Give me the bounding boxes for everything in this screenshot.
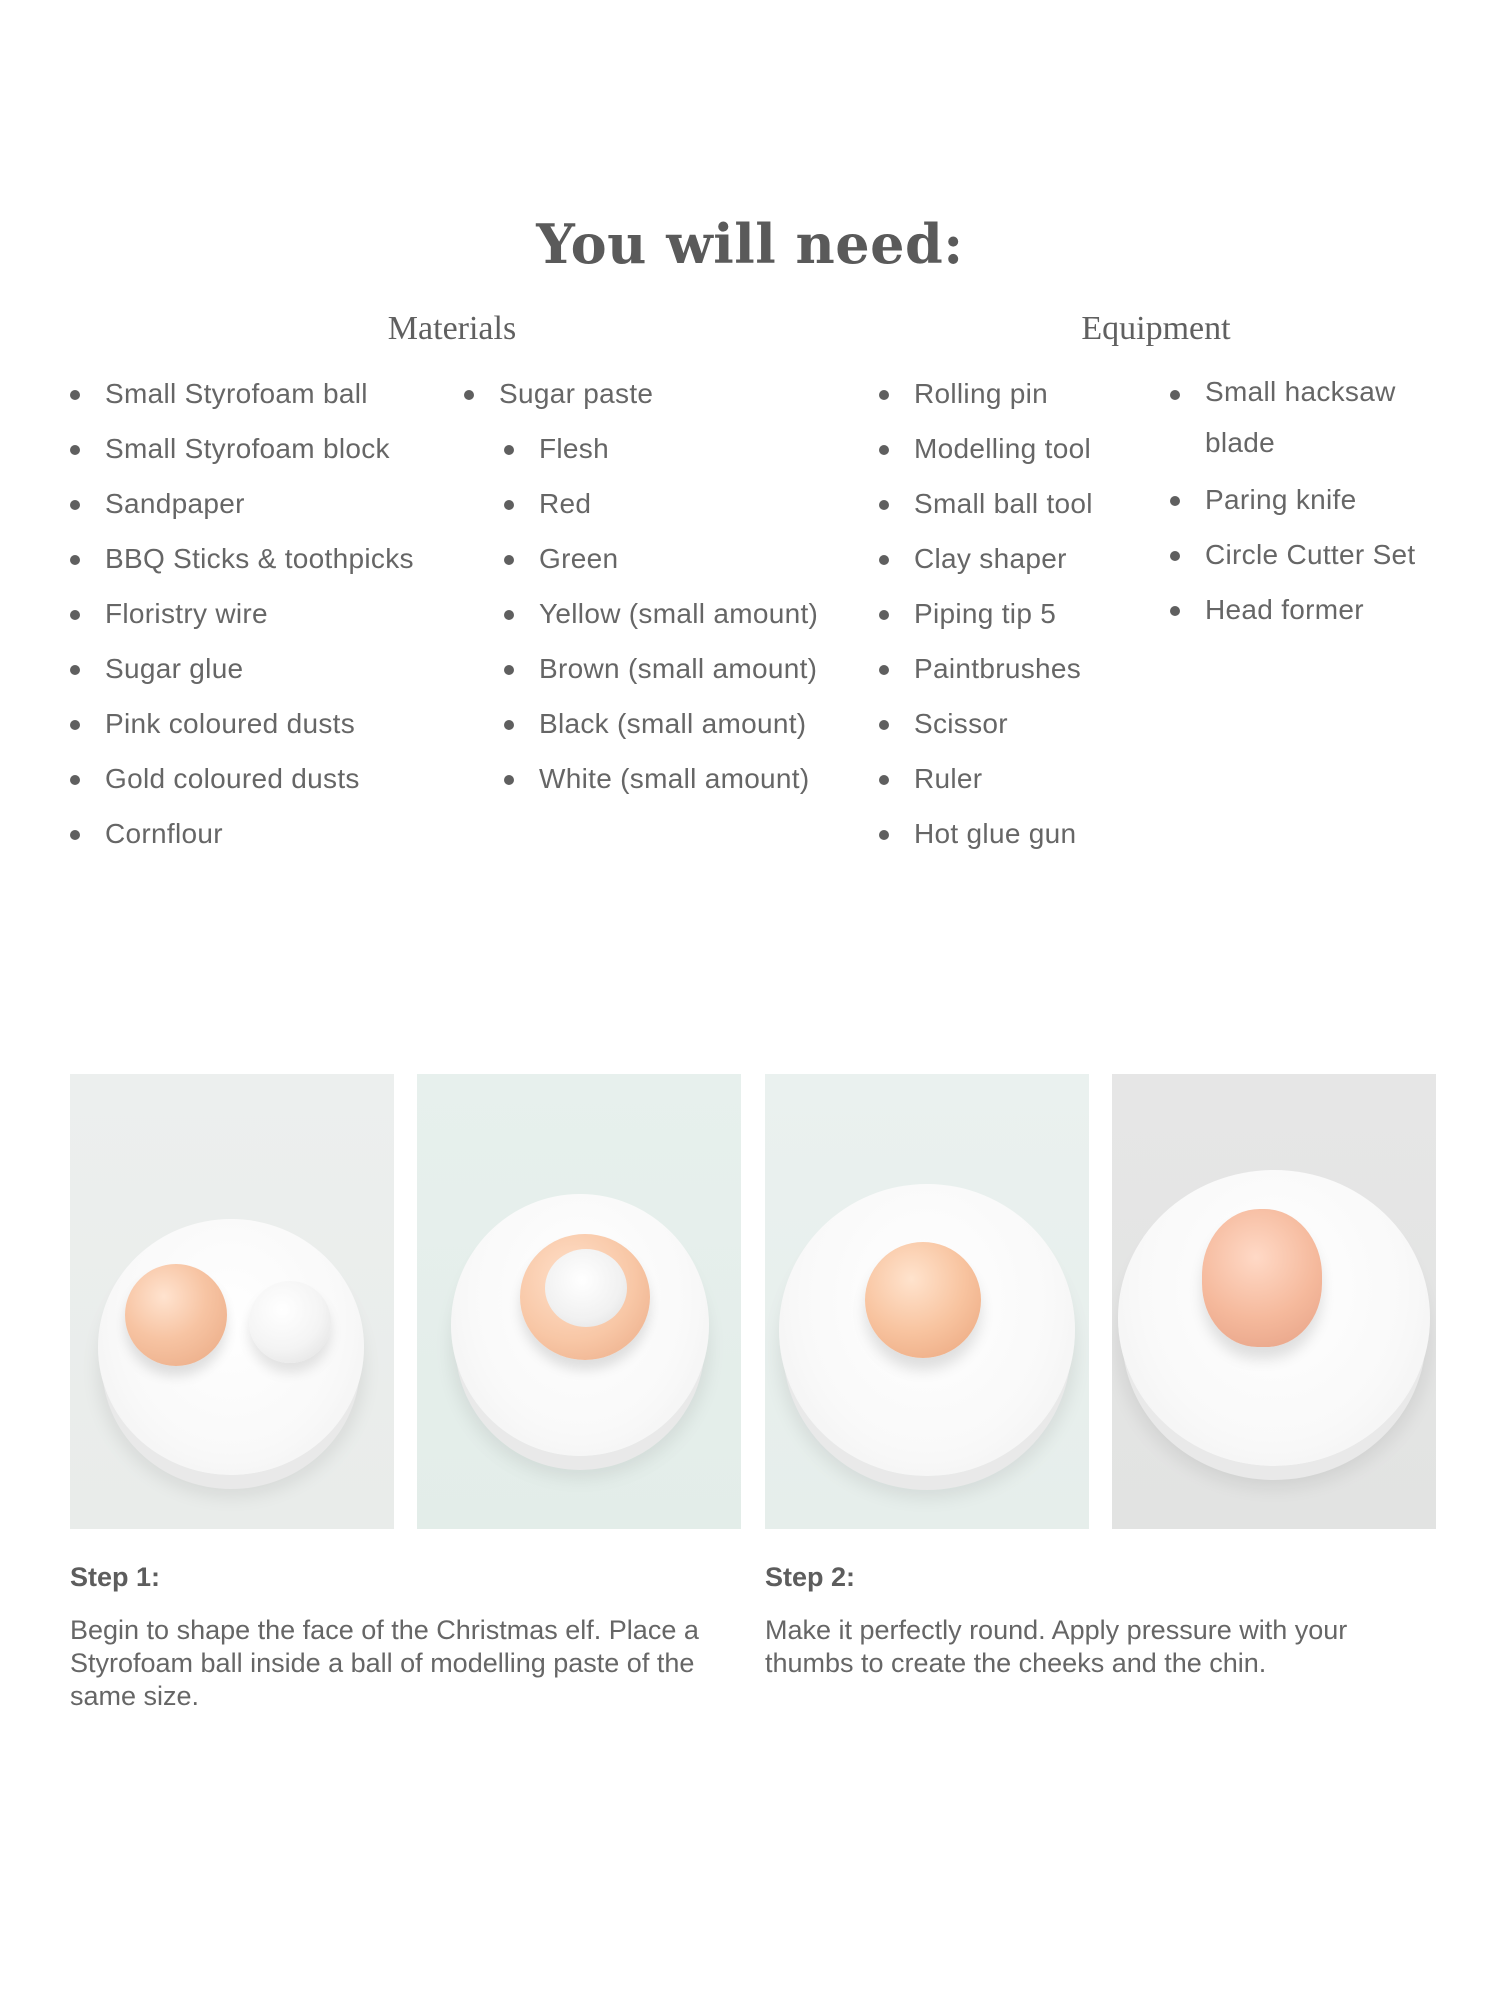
list-item: Small Styrofoam ball: [70, 366, 414, 421]
list-item: Small ball tool: [879, 476, 1093, 531]
list-item: Brown (small amount): [504, 641, 818, 696]
styrofoam-ball: [249, 1281, 331, 1363]
list-item: Clay shaper: [879, 531, 1093, 586]
list-item: Paring knife: [1170, 472, 1430, 527]
list-item: Small hacksaw blade: [1170, 366, 1430, 472]
list-item: Cornflour: [70, 806, 414, 861]
paste-ball: [125, 1264, 227, 1366]
list-item: Flesh: [504, 421, 818, 476]
materials-heading: Materials: [387, 310, 517, 347]
list-item: Green: [504, 531, 818, 586]
page-title: You will need:: [536, 212, 964, 276]
step1-text: Begin to shape the face of the Christmas elf. Place a Styrofoam ball inside a ball of modelling paste of the same size.: [70, 1615, 699, 1711]
list-item: White (small amount): [504, 751, 818, 806]
list-item: Sandpaper: [70, 476, 414, 531]
step1-label: Step 1:: [70, 1562, 161, 1592]
step2-label: Step 2:: [765, 1562, 856, 1592]
list-item: Floristry wire: [70, 586, 414, 641]
materials-list-1: [70, 366, 414, 861]
list-item: Circle Cutter Set: [1170, 527, 1430, 582]
list-item: Head former: [1170, 582, 1430, 637]
list-item: Gold coloured dusts: [70, 751, 414, 806]
list-item: Yellow (small amount): [504, 586, 818, 641]
paste-ball: [865, 1242, 981, 1358]
step2-text: Make it perfectly round. Apply pressure with your thumbs to create the cheeks and the chin.: [765, 1615, 1348, 1678]
list-item: Red: [504, 476, 818, 531]
step2-photo-a: [765, 1074, 1089, 1529]
list-item: Piping tip 5: [879, 586, 1093, 641]
step1-photo-b: [417, 1074, 741, 1529]
list-item: Ruler: [879, 751, 1093, 806]
list-item: Hot glue gun: [879, 806, 1093, 861]
equipment-heading: Equipment: [1081, 310, 1231, 347]
equipment-list-2: [1170, 366, 1430, 637]
list-item: Sugar paste: [464, 366, 818, 421]
list-item: Small Styrofoam block: [70, 421, 414, 476]
list-item: Pink coloured dusts: [70, 696, 414, 751]
step1-photo-a: [70, 1074, 394, 1529]
shaped-head: [1202, 1209, 1322, 1347]
list-item: Sugar glue: [70, 641, 414, 696]
equipment-list-1: [879, 366, 1093, 861]
list-item: Scissor: [879, 696, 1093, 751]
materials-list-2: [464, 366, 818, 806]
list-item: Rolling pin: [879, 366, 1093, 421]
list-item: Paintbrushes: [879, 641, 1093, 696]
step2-photo-b: [1112, 1074, 1436, 1529]
list-item: Modelling tool: [879, 421, 1093, 476]
list-item: BBQ Sticks & toothpicks: [70, 531, 414, 586]
styrofoam-ball: [545, 1249, 627, 1327]
list-item: Black (small amount): [504, 696, 818, 751]
